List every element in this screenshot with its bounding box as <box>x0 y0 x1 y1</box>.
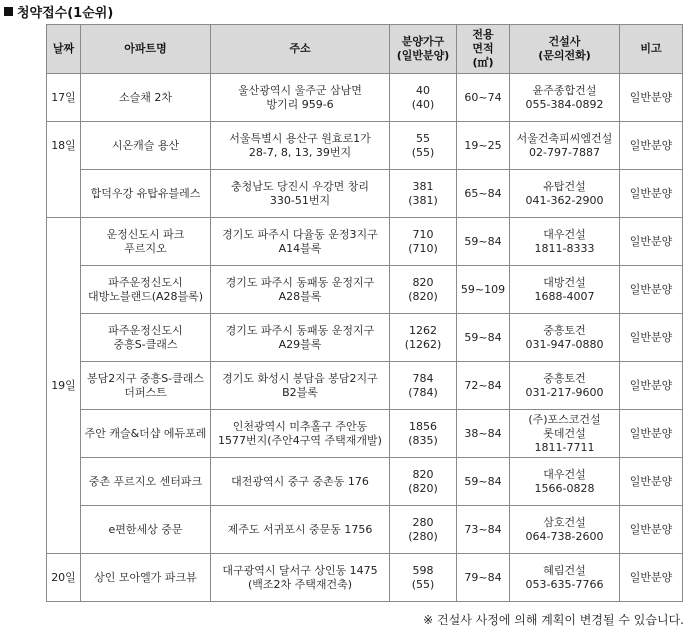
area-cell: 19~25 <box>457 122 510 170</box>
header-note: 비고 <box>620 25 683 74</box>
table-row <box>47 122 683 170</box>
units-cell: 820 (820) <box>390 458 457 506</box>
units-cell: 710 (710) <box>390 218 457 266</box>
table-row <box>47 266 683 314</box>
builder-cell: 대우건설 1566-0828 <box>510 458 620 506</box>
apt-name-cell: 합덕우강 유탑유블레스 <box>81 170 211 218</box>
note-cell: 일반분양 <box>620 74 683 122</box>
table-row <box>47 314 683 362</box>
builder-cell: (주)포스코건설 롯데건설 1811-7711 <box>510 410 620 458</box>
builder-cell: 대우건설 1811-8333 <box>510 218 620 266</box>
units-cell: 55 (55) <box>390 122 457 170</box>
builder-cell: 대방건설 1688-4007 <box>510 266 620 314</box>
apt-name-cell: 운정신도시 파크 푸르지오 <box>81 218 211 266</box>
subscription-table <box>46 24 683 602</box>
area-cell: 59~84 <box>457 314 510 362</box>
note-cell: 일반분양 <box>620 410 683 458</box>
date-cell: 17일 <box>47 74 81 122</box>
units-cell: 40 (40) <box>390 74 457 122</box>
section-title <box>4 2 113 20</box>
note-cell: 일반분양 <box>620 266 683 314</box>
address-cell: 경기도 파주시 동패동 운정지구 A29블록 <box>211 314 390 362</box>
note-cell: 일반분양 <box>620 170 683 218</box>
header-area: 전용 면적 (㎡) <box>457 25 510 74</box>
units-cell: 381 (381) <box>390 170 457 218</box>
units-cell: 598 (55) <box>390 554 457 602</box>
table-row <box>47 410 683 458</box>
builder-cell: 서울건축피씨엠건설 02-797-7887 <box>510 122 620 170</box>
builder-cell: 삼호건설 064-738-2600 <box>510 506 620 554</box>
units-cell: 1856 (835) <box>390 410 457 458</box>
address-cell: 제주도 서귀포시 중문동 1756 <box>211 506 390 554</box>
address-cell: 대구광역시 달서구 상인동 1475 (백조2차 주택재건축) <box>211 554 390 602</box>
header-address: 주소 <box>211 25 390 74</box>
area-cell: 59~84 <box>457 218 510 266</box>
note-cell: 일반분양 <box>620 314 683 362</box>
note-cell: 일반분양 <box>620 122 683 170</box>
builder-cell: 유탑건설 041-362-2900 <box>510 170 620 218</box>
date-cell: 19일 <box>47 218 81 554</box>
units-cell: 784 (784) <box>390 362 457 410</box>
header-date: 날짜 <box>47 25 81 74</box>
area-cell: 59~84 <box>457 458 510 506</box>
note-cell: 일반분양 <box>620 218 683 266</box>
builder-cell: 중흥토건 031-217-9600 <box>510 362 620 410</box>
table-row <box>47 170 683 218</box>
header-apt: 아파트명 <box>81 25 211 74</box>
table-row <box>47 458 683 506</box>
units-cell: 280 (280) <box>390 506 457 554</box>
area-cell: 59~109 <box>457 266 510 314</box>
table-row <box>47 362 683 410</box>
address-cell: 대전광역시 중구 중촌동 176 <box>211 458 390 506</box>
apt-name-cell: 소슬채 2차 <box>81 74 211 122</box>
area-cell: 73~84 <box>457 506 510 554</box>
area-cell: 65~84 <box>457 170 510 218</box>
address-cell: 서울특별시 용산구 원효로1가 28-7, 8, 13, 39번지 <box>211 122 390 170</box>
apt-name-cell: 중촌 푸르지오 센터파크 <box>81 458 211 506</box>
note-cell: 일반분양 <box>620 458 683 506</box>
builder-cell: 혜림건설 053-635-7766 <box>510 554 620 602</box>
builder-cell: 윤주종합건설 055-384-0892 <box>510 74 620 122</box>
note-cell: 일반분양 <box>620 554 683 602</box>
area-cell: 38~84 <box>457 410 510 458</box>
table-row <box>47 554 683 602</box>
header-units: 분양가구 (일반분양) <box>390 25 457 74</box>
area-cell: 79~84 <box>457 554 510 602</box>
footnote: ※ 건설사 사정에 의해 계획이 변경될 수 있습니다. <box>423 613 684 627</box>
table-row <box>47 218 683 266</box>
address-cell: 울산광역시 울주군 삼남면 방기리 959-6 <box>211 74 390 122</box>
section-title-text: 청약접수(1순위) <box>17 5 114 21</box>
builder-cell: 중흥토건 031-947-0880 <box>510 314 620 362</box>
area-cell: 60~74 <box>457 74 510 122</box>
address-cell: 경기도 파주시 다율동 운정3지구 A14블록 <box>211 218 390 266</box>
table-row <box>47 506 683 554</box>
date-cell: 20일 <box>47 554 81 602</box>
address-cell: 경기도 화성시 봉담읍 봉담2지구 B2블록 <box>211 362 390 410</box>
apt-name-cell: e편한세상 중문 <box>81 506 211 554</box>
address-cell: 경기도 파주시 동패동 운정지구 A28블록 <box>211 266 390 314</box>
address-cell: 충청남도 당진시 우강면 창리 330-51번지 <box>211 170 390 218</box>
apt-name-cell: 파주운정신도시 대방노블랜드(A28블록) <box>81 266 211 314</box>
units-cell: 820 (820) <box>390 266 457 314</box>
apt-name-cell: 주안 캐슬&더샵 에듀포레 <box>81 410 211 458</box>
square-bullet-icon <box>4 7 13 16</box>
address-cell: 인천광역시 미추홀구 주안동 1577번지(주안4구역 주택재개발) <box>211 410 390 458</box>
table-row <box>47 74 683 122</box>
header-builder: 건설사 (문의전화) <box>510 25 620 74</box>
units-cell: 1262 (1262) <box>390 314 457 362</box>
apt-name-cell: 시온캐슬 용산 <box>81 122 211 170</box>
table-header-row <box>47 25 683 74</box>
apt-name-cell: 상인 모아엘가 파크뷰 <box>81 554 211 602</box>
apt-name-cell: 파주운정신도시 중흥S-클래스 <box>81 314 211 362</box>
area-cell: 72~84 <box>457 362 510 410</box>
apt-name-cell: 봉담2지구 중흥S-클래스 더퍼스트 <box>81 362 211 410</box>
note-cell: 일반분양 <box>620 362 683 410</box>
date-cell: 18일 <box>47 122 81 218</box>
note-cell: 일반분양 <box>620 506 683 554</box>
